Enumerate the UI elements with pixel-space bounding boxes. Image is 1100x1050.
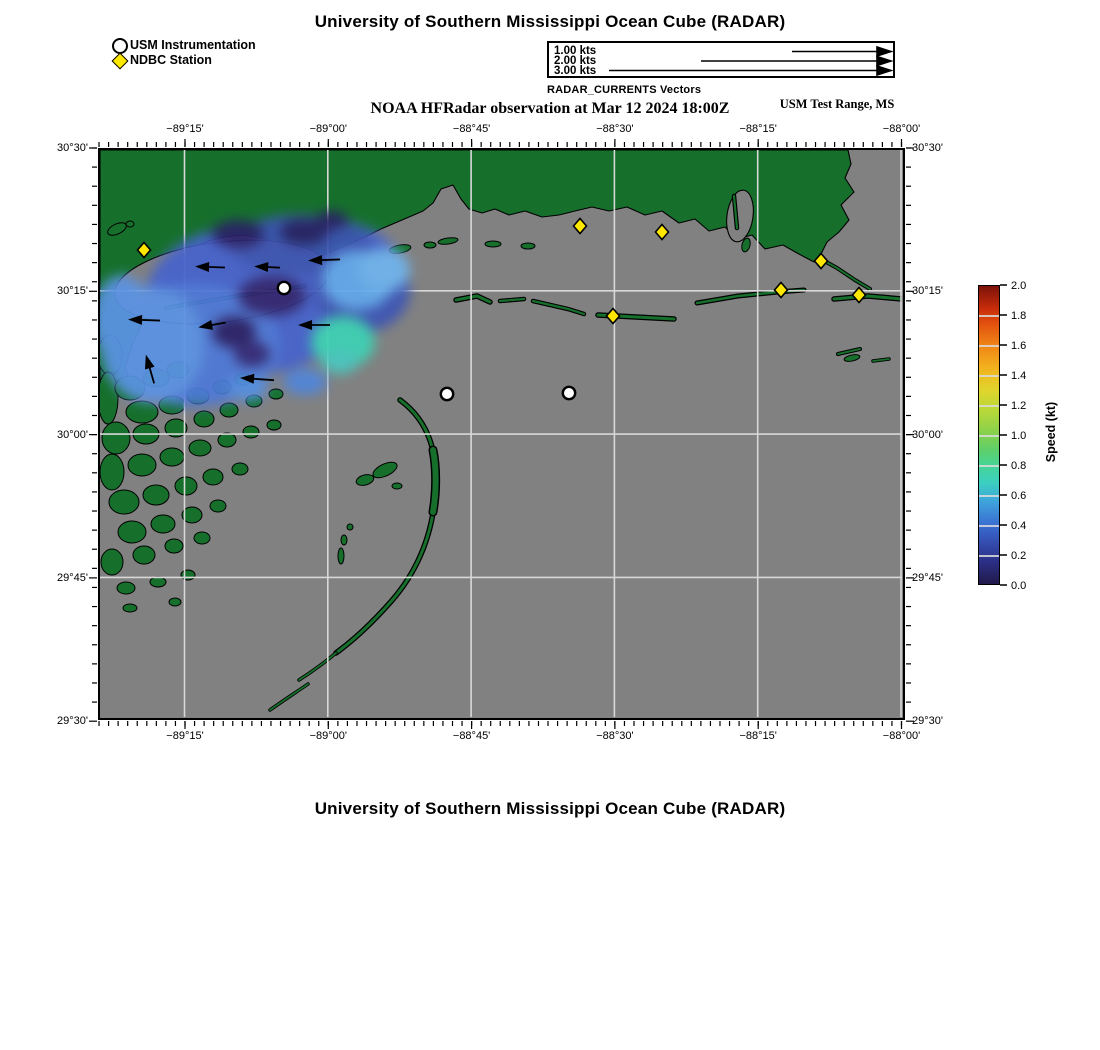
- colorbar-gridline: [979, 435, 999, 437]
- legend-usm-label: USM Instrumentation: [130, 38, 256, 52]
- colorbar-gridline: [979, 345, 999, 347]
- colorbar-tick-label: 0.6: [1011, 489, 1027, 502]
- lon-tick-label-bottom: −88°45': [452, 730, 491, 742]
- lon-tick-label-top: −88°30': [596, 123, 634, 135]
- colorbar-gridline: [979, 495, 999, 497]
- range-label: USM Test Range, MS: [779, 97, 895, 111]
- vector-scale-caption: RADAR_CURRENTS Vectors: [547, 84, 702, 96]
- lon-tick-label-bottom: −89°15': [166, 730, 204, 742]
- colorbar-gridline: [979, 465, 999, 467]
- lat-tick-label-left: 30°15': [57, 285, 88, 298]
- scale-1kt-label: 1.00 kts: [554, 45, 597, 57]
- lat-tick-label-right: 30°00': [912, 428, 943, 441]
- colorbar-gridline: [979, 525, 999, 527]
- observation-subtitle: NOAA HFRadar observation at Mar 12 2024 18:00Z: [370, 100, 730, 117]
- colorbar-tick-label: 0.0: [1011, 579, 1027, 592]
- colorbar-tick-label: 2.0: [1011, 279, 1027, 292]
- colorbar-tick-label: 1.4: [1011, 369, 1027, 382]
- scale-2kt-label: 2.00 kts: [554, 55, 597, 67]
- lon-tick-label-bottom: −88°15': [739, 730, 777, 742]
- colorbar-tick-label: 0.2: [1011, 549, 1027, 562]
- lon-tick-label-bottom: −89°00': [309, 730, 347, 742]
- colorbar-tick-label: 1.2: [1011, 399, 1027, 412]
- colorbar-tick-label: 1.8: [1011, 309, 1027, 322]
- colorbar-gridline: [979, 555, 999, 557]
- lon-tick-label-bottom: −88°00': [882, 730, 921, 742]
- colorbar-tick-label: 1.6: [1011, 339, 1027, 352]
- scale-3kt-label: 3.00 kts: [554, 64, 597, 77]
- lon-tick-label-top: −89°00': [309, 123, 347, 135]
- lat-tick-label-right: 29°30': [912, 715, 943, 728]
- page-title: University of Southern Mississippi Ocean Cube (RADAR): [314, 12, 786, 31]
- lat-tick-label-left: 30°30': [57, 142, 88, 154]
- lat-tick-label-right: 30°30': [912, 142, 943, 154]
- colorbar-gridline: [979, 375, 999, 377]
- lat-tick-label-right: 29°45': [912, 571, 943, 584]
- colorbar-tick-label: 0.4: [1011, 519, 1027, 532]
- lon-tick-label-top: −88°45': [452, 123, 491, 135]
- colorbar: [978, 285, 1000, 585]
- lat-tick-label-left: 29°45': [57, 571, 88, 584]
- colorbar-gridline: [979, 405, 999, 407]
- lon-tick-label-top: −88°15': [739, 123, 777, 135]
- legend-ndbc-label: NDBC Station: [130, 53, 212, 67]
- colorbar-title: Speed (kt): [1044, 401, 1058, 463]
- lon-tick-label-bottom: −88°30': [596, 730, 634, 742]
- footer-title: University of Southern Mississippi Ocean Cube (RADAR): [314, 799, 786, 818]
- lat-tick-label-right: 30°15': [912, 285, 943, 298]
- lon-tick-label-top: −88°00': [882, 123, 921, 135]
- lat-tick-label-left: 30°00': [57, 428, 88, 441]
- colorbar-tick-label: 1.0: [1011, 429, 1027, 442]
- lat-tick-label-left: 29°30': [57, 715, 88, 728]
- lon-tick-label-top: −89°15': [166, 123, 204, 135]
- colorbar-tick-label: 0.8: [1011, 459, 1027, 472]
- colorbar-gridline: [979, 315, 999, 317]
